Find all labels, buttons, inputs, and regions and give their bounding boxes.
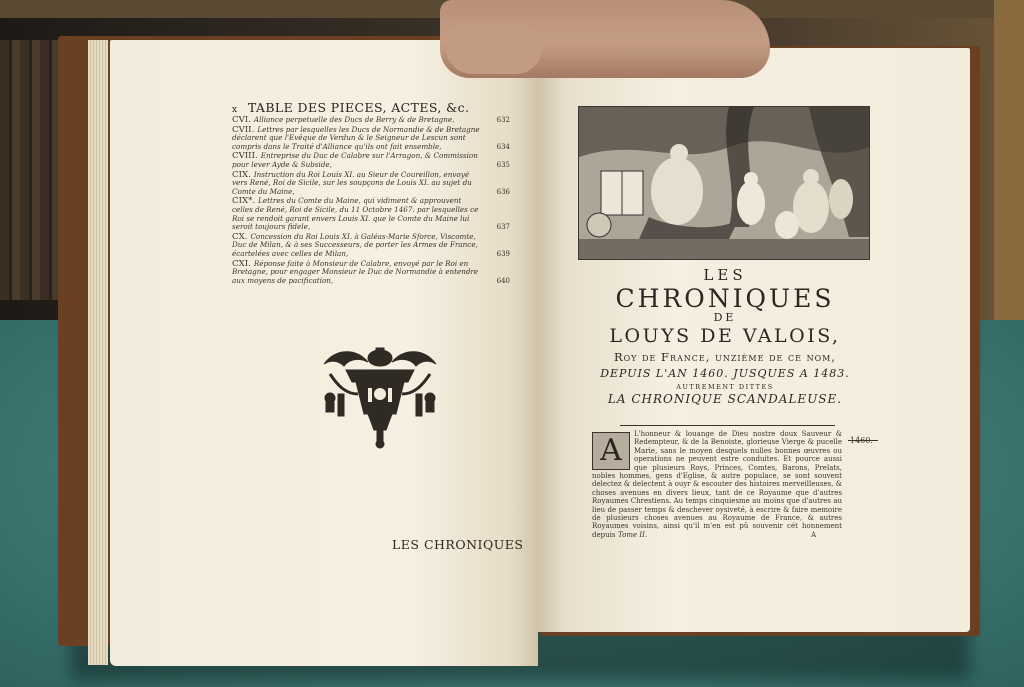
- toc-entry: [232, 152, 510, 169]
- toc-page: 640: [496, 276, 510, 285]
- toc-entry: [232, 197, 510, 231]
- divider-rule: [620, 425, 835, 426]
- title-line-depuis: DEPUIS L'AN 1460. JUSQUES A 1483.: [600, 367, 850, 380]
- toc-page: 635: [496, 160, 510, 169]
- title-line-louys: LOUYS DE VALOIS,: [609, 325, 841, 347]
- table-of-contents: [232, 116, 510, 286]
- toc-entry: [232, 126, 510, 152]
- toc-text: Concession du Roi Louis XI. à Galéas-Marie Sforce, Viscomte, Duc de Milan, & à ses Successeurs, de porter les Armes de France, écartelées avec celles de Milan,: [232, 231, 478, 258]
- toc-text: Lettres du Comte du Maine, qui vidiment & approuvent celles de René, Roi de Sicile, du 11 Octobre 1467. par lesquelles ce Roi se rendoit garant envers Louis XI. que le Comte du Maine lui seroit toujours fidele,: [232, 196, 479, 232]
- toc-text: Lettres par lesquelles les Ducs de Normandie & de Bretagne déclarent que l'Evêque de Verdun & le Seigneur de Lescun sont compris dans le Traité d'Alliance qu'ils ont fait ensemble,: [232, 124, 480, 151]
- signature-line: [618, 531, 832, 539]
- page-number: x: [232, 105, 238, 115]
- left-page-header: [232, 100, 512, 115]
- toc-page: 636: [496, 187, 510, 196]
- signature-mark: A: [810, 531, 816, 539]
- engraving-illustration: [578, 106, 870, 260]
- running-title: TABLE DES PIECES, ACTES, &c.: [247, 100, 470, 115]
- toc-page: 634: [496, 142, 510, 151]
- toc-number: CX.: [232, 231, 248, 242]
- page-edges: [88, 40, 108, 665]
- body-text: L'honneur & louange de Dieu nostre doux Sauveur & Redempteur, & de la Benoiste, glorieuse Vierge & pucelle Marie, sans le moyen desquels nulles bonnes œuvres ou operations ne peuvent estre conduites. Et pource aussi que plusieurs Roys, Princes, Comtes, Barons, Prelats, nobles hommes, gens d'Eglise, & autre populace, se sont souvent delectez & delectent à ouyr & escouter des histoires merveilleuses, & choses avenues en divers lieux, tant de ce Royaume que d'autres Royaumes Chrestiens. Au temps cinquiesme au moins que d'autres au lieu de passer temps & deschever oysiveté, à escrire & faire memoire de plusieurs choses avenues au Royaume de France, & autres Royaumes voisins, ainsi qu'il m'en est pû souvenir cét honnement depuis: [592, 430, 842, 539]
- title-line-roy: Roy de France, unzième de ce nom,: [613, 350, 837, 364]
- toc-number: CVIII.: [232, 151, 258, 162]
- toc-number: CVII.: [232, 124, 255, 135]
- margin-year: 1460.: [850, 436, 873, 445]
- title-line-autrement: AUTREMENT DITTES: [676, 383, 774, 391]
- thumb: [446, 22, 542, 74]
- dropcap: A: [592, 432, 630, 470]
- body-block: [592, 430, 842, 539]
- toc-entry: [232, 116, 510, 125]
- toc-text: Instruction du Roi Louis XI. au Sieur de Coureillon, envoyé vers René, Roi de Sicile, sur les soupçons de Louis XI. au sujet du Comte du Maine,: [232, 169, 472, 196]
- toc-page: 639: [496, 249, 510, 258]
- toc-text: Alliance perpetuelle des Ducs de Berry & de Bretagne,: [253, 115, 455, 124]
- toc-number: CVI.: [232, 115, 251, 125]
- fleuron-ornament-icon: [316, 344, 444, 450]
- toc-text: Réponse faite à Monsieur de Calabre, envoyé par le Roi en Bretagne, pour engager Monsieur le Duc de Normandie à entendre aux moyens de pacification,: [232, 258, 479, 285]
- title-block: [560, 262, 890, 406]
- catchword: LES CHRONIQUES: [392, 537, 524, 552]
- title-line-chroniques: CHRONIQUES: [615, 284, 835, 313]
- book-spines: [0, 40, 60, 300]
- toc-entry: [232, 171, 510, 197]
- toc-entry: [232, 260, 510, 286]
- toc-number: CIX*.: [232, 196, 256, 207]
- title-line-les: LES: [703, 266, 747, 284]
- toc-number: CXI.: [232, 258, 251, 269]
- title-line-scandaleuse: LA CHRONIQUE SCANDALEUSE.: [607, 392, 843, 406]
- toc-page: 632: [496, 116, 510, 124]
- toc-page: 637: [496, 223, 510, 232]
- toc-entry: [232, 233, 510, 259]
- shelf-post: [994, 0, 1024, 330]
- toc-number: CIX.: [232, 169, 251, 180]
- title-line-de: DE: [713, 311, 737, 324]
- tome-label: Tome II.: [618, 531, 648, 539]
- toc-text: Entreprise du Duc de Calabre sur l'Arragon, & Commission pour lever Ayde & Subside,: [232, 151, 478, 169]
